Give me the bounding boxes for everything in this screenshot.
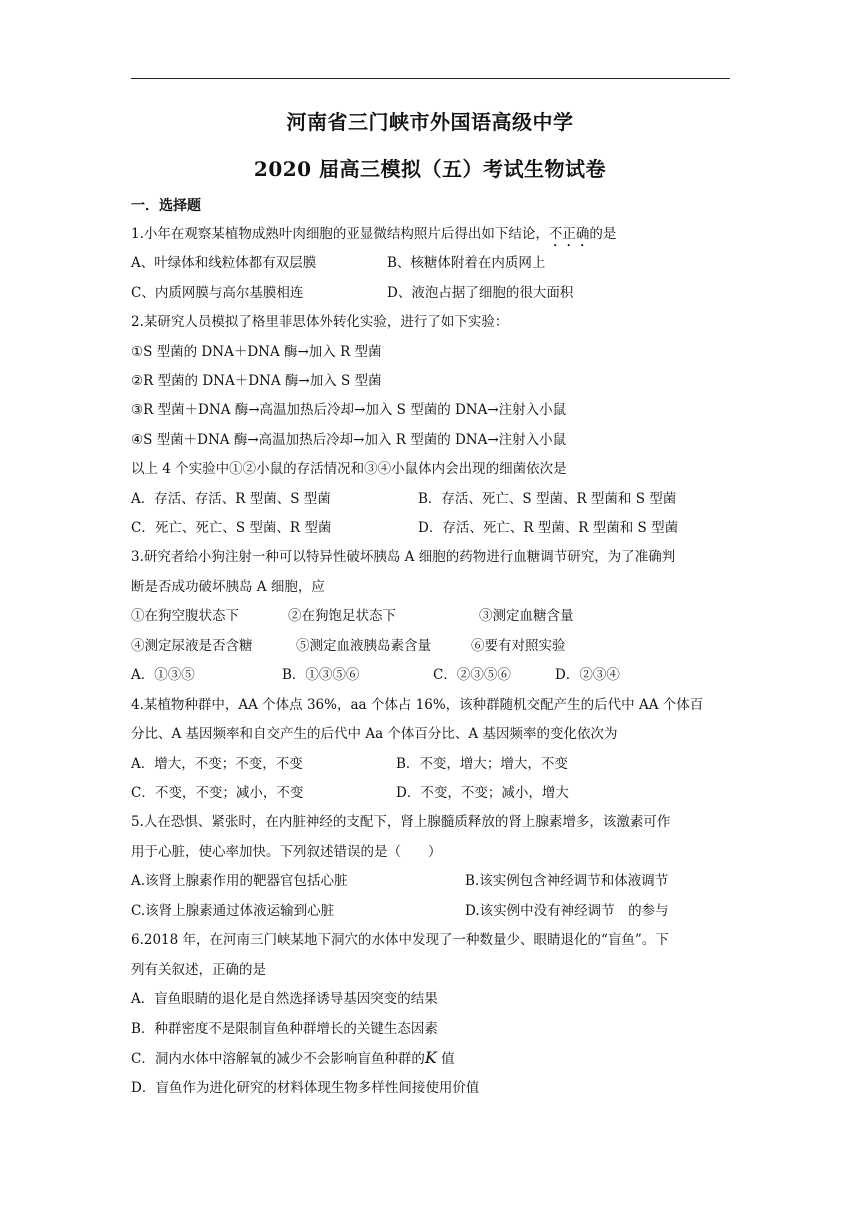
q2-option-c: C．死亡、死亡、S 型菌、R 型菌 <box>131 520 332 536</box>
q1-option-d: D、液泡占据了细胞的很大面积 <box>387 285 574 301</box>
q5-option-b: B.该实例包含神经调节和体液调节 <box>465 873 669 889</box>
q3-item-1: ①在狗空腹状态下 <box>131 608 239 624</box>
q1-stem: 1.小年在观察某植物成熟叶肉细胞的亚显微结构照片后得出如下结论，不正确的是 <box>131 226 617 242</box>
q6-option-d: D．盲鱼作为进化研究的材料体现生物多样性间接使用价值 <box>131 1080 480 1096</box>
q2-experiment-3: ③R 型菌＋DNA 酶→高温加热后冷却→加入 S 型菌的 DNA→注射入小鼠 <box>131 402 567 418</box>
q1-emphasis: 不正确 <box>548 226 590 242</box>
q2-option-a: A．存活、存活、R 型菌、S 型菌 <box>131 491 331 507</box>
q3-stem-line1: 3.研究者给小狗注射一种可以特异性破坏胰岛 A 细胞的药物进行血糖调节研究，为了准确判 <box>131 549 676 565</box>
q4-stem-line1: 4.某植物种群中，AA 个体点 36%，aa 个体占 16%，该种群随机交配产生的后代中 AA 个体百 <box>131 697 704 713</box>
q3-item-6: ⑥要有对照实验 <box>471 638 566 654</box>
q2-option-d: D．存活、死亡、R 型菌、R 型菌和 S 型菌 <box>418 520 679 536</box>
q6-stem-line1: 6.2018 年，在河南三门峡某地下洞穴的水体中发现了一种数量少、眼睛退化的“盲鱼”。下 <box>131 932 669 948</box>
q2-stem: 2.某研究人员模拟了格里菲思体外转化实验，进行了如下实验： <box>131 314 509 330</box>
q2-experiment-4: ④S 型菌＋DNA 酶→高温加热后冷却→加入 R 型菌的 DNA→注射入小鼠 <box>131 432 567 448</box>
q4-option-d: D．不变，不变；减小，增大 <box>396 785 569 801</box>
q3-stem-line2: 断是否成功破坏胰岛 A 细胞，应 <box>131 579 325 595</box>
q5-option-c: C.该肾上腺素通过体液运输到心脏 <box>131 903 335 919</box>
q1-option-c: C、内质网膜与高尔基膜相连 <box>131 285 304 301</box>
q3-option-b: B．①③⑤⑥ <box>282 667 360 683</box>
q6-stem-line2: 列有关叙述，正确的是 <box>131 962 266 978</box>
q1-option-a: A、叶绿体和线粒体都有双层膜 <box>131 255 317 271</box>
section-heading: 一．选择题 <box>131 198 201 214</box>
q5-option-d: D.该实例中没有神经调节 的参与 <box>465 903 669 919</box>
q5-stem-line1: 5.人在恐惧、紧张时，在内脏神经的支配下，肾上腺髓质释放的肾上腺素增多，该激素可作 <box>131 814 671 830</box>
q5-stem-line2: 用于心脏，使心率加快。下列叙述错误的是（ ） <box>131 844 442 860</box>
school-title: 河南省三门峡市外国语高级中学 <box>286 110 574 134</box>
q3-option-c: C．②③⑤⑥ <box>433 667 511 683</box>
q1-option-b: B、核糖体附着在内质网上 <box>387 255 546 271</box>
k-value-symbol: K <box>424 1048 437 1067</box>
q4-option-c: C．不变，不变；减小，不变 <box>131 785 304 801</box>
q5-option-a: A.该肾上腺素作用的靶器官包括心脏 <box>131 873 348 889</box>
header-rule <box>131 78 730 79</box>
q4-option-b: B．不变，增大；增大，不变 <box>396 756 568 772</box>
q6-option-b: B．种群密度不是限制盲鱼种群增长的关键生态因素 <box>131 1021 438 1037</box>
q2-question: 以上 4 个实验中①②小鼠的存活情况和③④小鼠体内会出现的细菌依次是 <box>131 461 567 477</box>
exam-title: 2020 届高三模拟（五）考试生物试卷 <box>253 157 607 181</box>
q3-item-5: ⑤测定血液胰岛素含量 <box>296 638 431 654</box>
q6-option-c: C．洞内水体中溶解氧的减少不会影响盲鱼种群的K 值 <box>131 1048 455 1067</box>
q3-item-4: ④测定尿液是否含糖 <box>131 638 253 654</box>
q3-option-d: D．②③④ <box>555 667 620 683</box>
q4-option-a: A．增大，不变；不变，不变 <box>131 756 303 772</box>
q2-experiment-1: ①S 型菌的 DNA＋DNA 酶→加入 R 型菌 <box>131 344 382 360</box>
q3-item-3: ③测定血糖含量 <box>479 608 574 624</box>
q2-option-b: B．存活、死亡、S 型菌、R 型菌和 S 型菌 <box>418 491 677 507</box>
q2-experiment-2: ②R 型菌的 DNA＋DNA 酶→加入 S 型菌 <box>131 373 382 389</box>
q4-stem-line2: 分比、A 基因频率和自交产生的后代中 Aa 个体百分比、A 基因频率的变化依次为 <box>131 726 618 742</box>
q3-item-2: ②在狗饱足状态下 <box>288 608 396 624</box>
q6-option-a: A．盲鱼眼睛的退化是自然选择诱导基因突变的结果 <box>131 991 438 1007</box>
q3-option-a: A．①③⑤ <box>131 667 195 683</box>
